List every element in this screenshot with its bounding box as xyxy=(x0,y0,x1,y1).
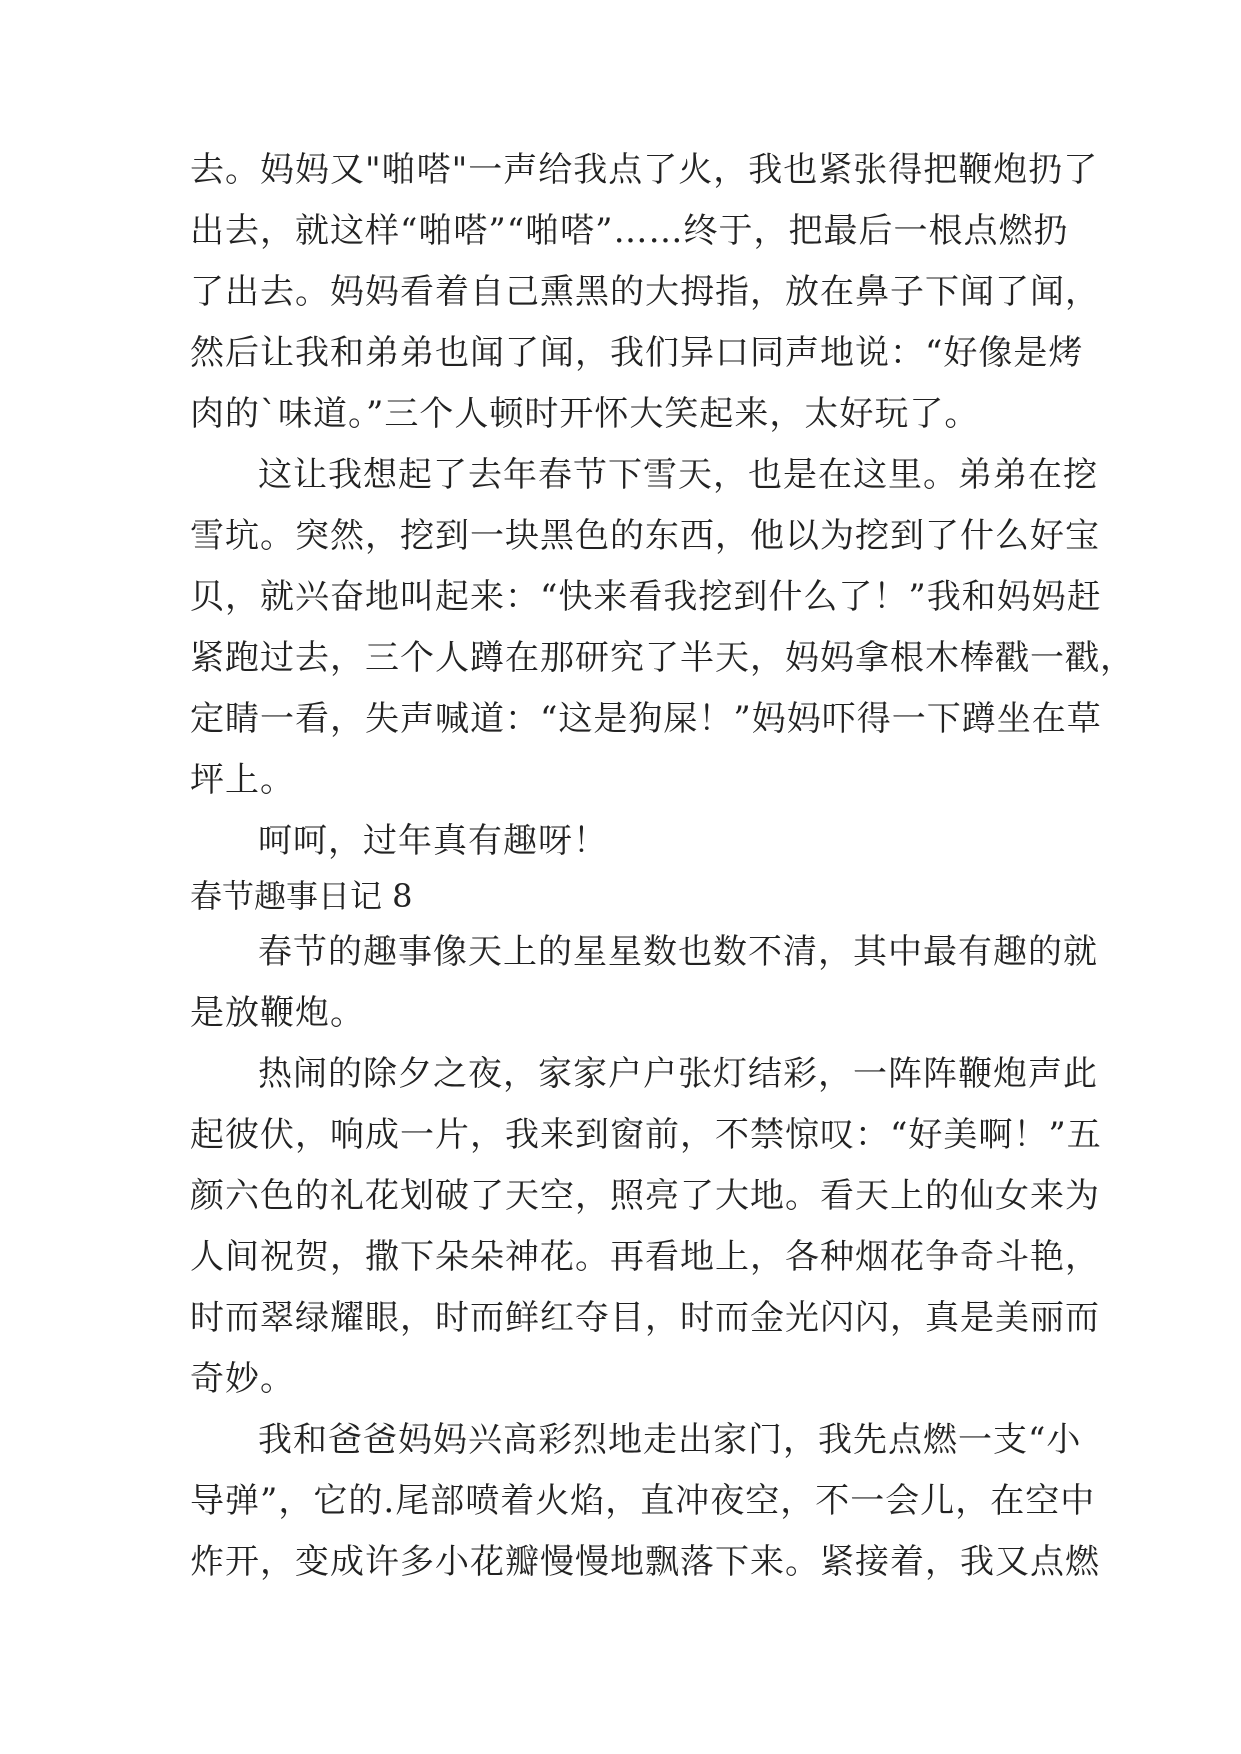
text-line: 起彼伏，响成一片，我来到窗前，不禁惊叹：“好美啊！”五 xyxy=(190,1115,1102,1155)
paragraph-start-line: 这让我想起了去年春节下雪天，也是在这里。弟弟在挖 xyxy=(258,455,1098,495)
text-line: 定睛一看，失声喊道：“这是狗屎！”妈妈吓得一下蹲坐在草 xyxy=(190,699,1102,739)
text-line: 贝，就兴奋地叫起来：“快来看我挖到什么了！”我和妈妈赶 xyxy=(190,577,1102,617)
paragraph-start-line: 热闹的除夕之夜，家家户户张灯结彩，一阵阵鞭炮声此 xyxy=(258,1054,1098,1094)
text-line: 出去，就这样“啪嗒”“啪嗒”……终于，把最后一根点燃扔 xyxy=(190,211,1069,251)
text-line: 紧跑过去，三个人蹲在那研究了半天，妈妈拿根木棒戳一戳， xyxy=(190,638,1135,678)
text-line: 雪坑。突然，挖到一块黑色的东西，他以为挖到了什么好宝 xyxy=(190,516,1100,556)
section-heading: 春节趣事日记 8 xyxy=(190,877,413,915)
text-line: 是放鞭炮。 xyxy=(190,993,365,1033)
text-line: 奇妙。 xyxy=(190,1359,295,1399)
text-line: 肉的`味道。”三个人顿时开怀大笑起来，太好玩了。 xyxy=(190,394,980,434)
text-line: 去。妈妈又"啪嗒"一声给我点了火，我也紧张得把鞭炮扔了 xyxy=(190,150,1099,190)
text-line: 坪上。 xyxy=(190,760,295,800)
text-line: 时而翠绿耀眼，时而鲜红夺目，时而金光闪闪，真是美丽而 xyxy=(190,1298,1100,1338)
paragraph-start-line: 呵呵，过年真有趣呀！ xyxy=(258,821,608,861)
paragraph-start-line: 春节的趣事像天上的星星数也数不清，其中最有趣的就 xyxy=(258,932,1098,972)
text-line: 了出去。妈妈看着自己熏黑的大拇指，放在鼻子下闻了闻， xyxy=(190,272,1100,312)
text-line: 炸开，变成许多小花瓣慢慢地飘落下来。紧接着，我又点燃 xyxy=(190,1542,1100,1582)
text-line: 颜六色的礼花划破了天空，照亮了大地。看天上的仙女来为 xyxy=(190,1176,1100,1216)
text-line: 导弹”，它的.尾部喷着火焰，直冲夜空，不一会儿，在空中 xyxy=(190,1481,1096,1521)
text-line: 人间祝贺，撒下朵朵神花。再看地上，各种烟花争奇斗艳， xyxy=(190,1237,1100,1277)
paragraph-start-line: 我和爸爸妈妈兴高彩烈地走出家门，我先点燃一支“小 xyxy=(258,1420,1082,1460)
text-line: 然后让我和弟弟也闻了闻，我们异口同声地说：“好像是烤 xyxy=(190,333,1084,373)
